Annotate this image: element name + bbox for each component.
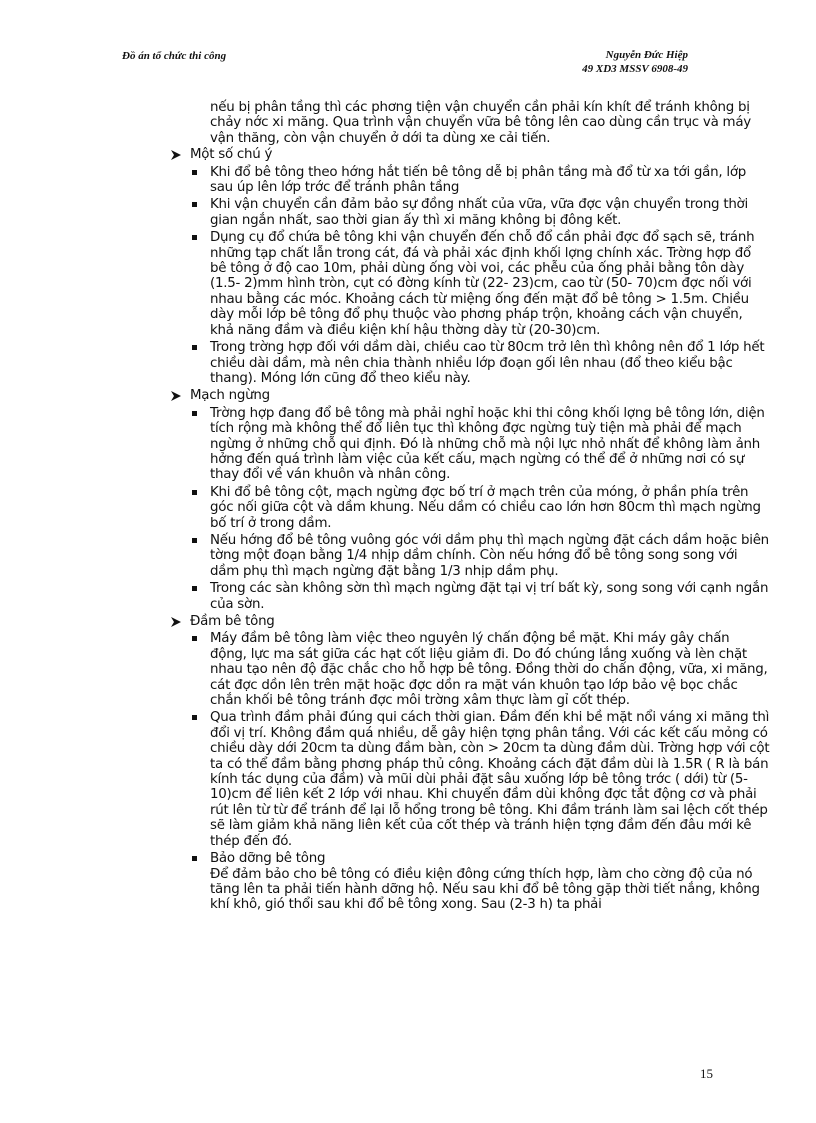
section-title — [170, 147, 770, 162]
square-bullet-icon — [192, 715, 197, 720]
bullet-text: Khi vận chuyển cần đảm bảo sự đồng nhất của vữa, vữa đợc vận chuyển trong thời gian ngắn nhất, sao thời gian ấy thì xi măng không bị đông kết. — [210, 197, 748, 228]
section-title-text: Một số chú ý — [190, 147, 273, 163]
arrow-bullet-icon — [170, 616, 182, 628]
bullet-text: Khi đổ bê tông theo hớng hắt tiến bê tông dễ bị phân tầng mà đổ từ xa tới gần, lớp sau úp lên lớp trớc để tránh phân tầng — [210, 164, 747, 196]
bullet-text: Dụng cụ đổ chứa bê tông khi vận chuyển đến chỗ đổ cần phải đợc đổ sạch sẽ, tránh những tạp chất lẫn trong cát, đá và phải xác định khối lợng chính xác. Trờng hợp đổ bê tông ở độ cao 10m, phải dùng ống vòi voi, các phễu của ống phải bằng tôn dày (1.5- 2)mm hình tròn, cụt có đờng kính từ (22- 23)cm, cao từ (50- 70)cm đợc nối với nhau bằng các móc. Khoảng cách từ miệng ống đến mặt đổ bê tông > 1.5m. Chiều dày mỗi lớp bê tông đổ phụ thuộc vào phơng pháp trộn, khoảng cách vận chuyển, khả năng đầm và điều kiện khí hậu thờng dày từ (20-30)cm. — [210, 230, 755, 338]
square-bullet-icon — [192, 202, 197, 207]
section-mot-so-chu-y — [170, 147, 770, 386]
square-bullet-icon — [192, 170, 197, 175]
page-body — [170, 100, 770, 915]
bullet-text: Nếu hớng đổ bê tông vuông góc với dầm phụ thì mạch ngừng đặt cách dầm hoặc biên tờng một đoạn bằng 1/4 nhịp dầm chính. Còn nếu hớng đổ bê tông song song với dầm phụ thì mạch ngừng đặt bằng 1/3 nhịp dầm phụ. — [210, 532, 769, 579]
page-number: 15 — [700, 1066, 713, 1081]
square-bullet-icon — [192, 345, 197, 350]
square-bullet-icon — [192, 636, 197, 641]
bullet-item — [170, 197, 770, 228]
bullet-item — [170, 631, 770, 708]
bullet-text: Qua trình đầm phải đúng qui cách thời gian. Đầm đến khi bề mặt nổi váng xi măng thì đổi vị trí. Không đầm quá nhiều, dễ gây hiện tợng phân tầng. Với các kết cấu mỏng có chiều dày dới 20cm ta dùng đầm bàn, còn > 20cm ta dùng đầm dùi. Trờng hợp với cột ta có thể đầm bằng phơng pháp thủ công. Khoảng cách đặt đầm dùi là 1.5R ( R là bán kính tác dụng của đầm) và mũi dùi phải đặt sâu xuống lớp bê tông trớc ( dới) từ (5- 10)cm để liên kết 2 lớp với nhau. Khi chuyển đầm dùi không đợc tắt động cơ và phải rút lên từ từ để tránh để lại lỗ hổng trong bê tông. Khi đầm tránh làm sai lệch cốt thép sẽ làm giảm khả năng liên kết của cốt thép và tránh hiện tợng đầm đến đâu mới kê thép đến đó. — [210, 710, 770, 849]
sections-container — [170, 147, 770, 913]
bullet-item — [170, 165, 770, 196]
section-title — [170, 388, 770, 403]
bullet-text: Trong trờng hợp đối với dầm dài, chiều cao từ 80cm trở lên thì không nên đổ 1 lớp hết chiều dài dầm, mà nên chia thành nhiều lớp đoạn gối lên nhau (đổ theo kiểu bậc thang). Móng lớn cũng đổ theo kiểu này. — [210, 340, 765, 386]
bullet-text: Khi đổ bê tông cột, mạch ngừng đợc bố trí ở mạch trên của móng, ở phần phía trên góc nối giữa cột và dầm khung. Nếu dầm có chiều cao lớn hơn 80cm thì mạch ngừng bố trí ở trong dầm. — [210, 484, 761, 531]
bullet-item — [170, 340, 770, 386]
square-bullet-icon — [192, 235, 197, 240]
header-author-name: Nguyễn Đức Hiệp — [605, 49, 688, 61]
intro-paragraph: nếu bị phân tầng thì các phơng tiện vận chuyển cần phải kín khít để tránh không bị chảy nớc xi măng. Qua trình vận chuyển vữa bê tông lên cao dùng cần trục và máy vận thăng, còn vận chuyển ở dới ta dùng xe cải tiến. — [210, 100, 751, 146]
section-title — [170, 614, 770, 629]
bullet-text: Trong các sàn không sờn thì mạch ngừng đặt tại vị trí bất kỳ, song song với cạnh ngắn của sờn. — [210, 581, 769, 612]
header-doc-title: Đồ án tổ chức thi công — [122, 50, 227, 62]
header-author-block — [520, 48, 688, 76]
bullet-item — [170, 230, 770, 338]
square-bullet-icon — [192, 490, 197, 495]
bullet-text: Máy đầm bê tông làm việc theo nguyên lý chấn động bề mặt. Khi máy gây chấn động, lực ma sát giữa các hạt cốt liệu giảm đi. Do đó chúng lắng xuống và lèn chặt nhau tạo nên độ đặc chắc cho hỗ hợp bê tông. Đồng thời do chấn động, vữa, xi măng, cát đợc dồn lên trên mặt hoặc đợc dồn ra mặt ván khuôn tạo lớp bảo vệ bọc chắc chắn khối bê tông tránh đợc môi trờng xâm thực làm gỉ cốt thép. — [210, 631, 768, 709]
bullet-item — [170, 406, 770, 483]
square-bullet-icon — [192, 586, 197, 591]
square-bullet-icon — [192, 856, 197, 861]
bullet-list — [170, 631, 770, 912]
bullet-text: Bảo dỡng bê tông Để đảm bảo cho bê tông có điều kiện đông cứng thích hợp, làm cho cờng độ của nó tăng lên ta phải tiến hành dỡng hộ. Nếu sau khi đổ bê tông gặp thời tiết nắng, không khí khô, gió thổi sau khi đổ bê tông xong. Sau (2-3 h) ta phải — [210, 851, 760, 913]
arrow-bullet-icon — [170, 390, 182, 402]
bullet-item — [170, 710, 770, 849]
header-student-id: 49 XD3 MSSV 6908-49 — [582, 63, 688, 75]
bullet-item — [170, 485, 770, 531]
square-bullet-icon — [192, 411, 197, 416]
section-dam-be-tong — [170, 614, 770, 913]
bullet-list — [170, 406, 770, 612]
section-title-text: Đầm bê tông — [190, 614, 275, 629]
section-mach-ngung — [170, 388, 770, 612]
bullet-item — [170, 581, 770, 612]
arrow-bullet-icon — [170, 149, 182, 161]
bullet-text: Trờng hợp đang đổ bê tông mà phải nghỉ hoặc khi thi công khối lợng bê tông lớn, diện tích rộng mà không thể đổ liên tục thì không đợc ngừng tuỳ tiện mà phải để mạch ngừng ở những chỗ qui định. Đó là những chỗ mà nội lực nhỏ nhất để không làm ảnh hởng đến quá trình làm việc của kết cấu, mạch ngừng có thể để ở những nơi có sự thay đổi về ván khuôn và nhân công. — [210, 405, 765, 483]
bullet-item — [170, 851, 770, 913]
square-bullet-icon — [192, 538, 197, 543]
section-title-text: Mạch ngừng — [190, 388, 270, 404]
bullet-list — [170, 165, 770, 387]
bullet-item — [170, 533, 770, 579]
